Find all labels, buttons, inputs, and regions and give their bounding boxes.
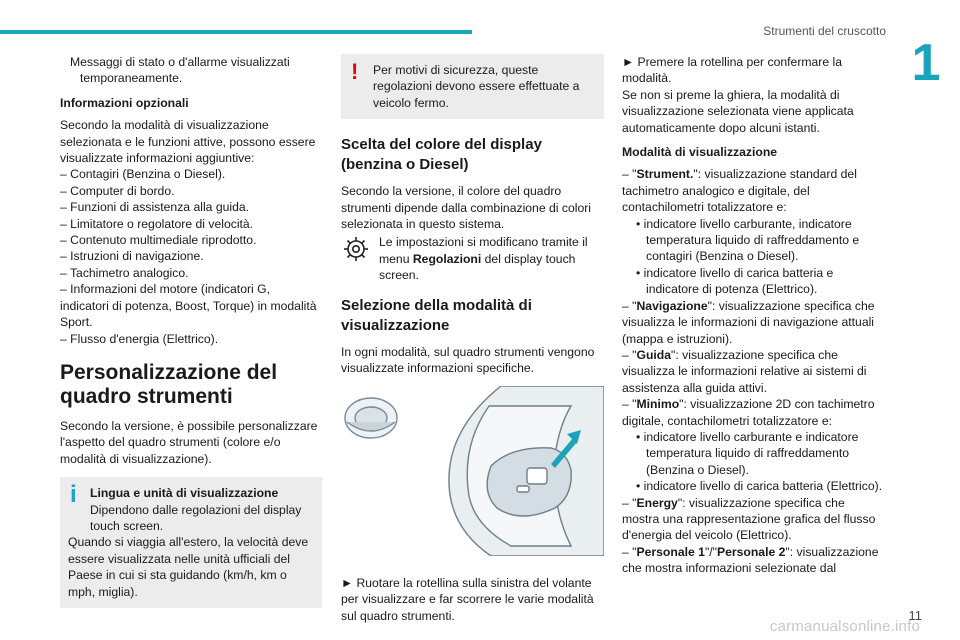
- steering-wheel-inset: [345, 398, 397, 438]
- info-text-2: Quando si viaggia all'estero, la velocità deve essere visualizzata nelle unità ufficiali del Paese in cui si sta guidando (km/h, km o mph, miglia).: [68, 535, 309, 599]
- settings-note-text-pre: Le impostazioni si modificano tramite il menu: [379, 235, 588, 266]
- mode-strument-fuel: • indicatore livello carburante, indicatore temperatura liquido di raffreddamento e contagiri (Benzina o Diesel).: [636, 216, 860, 264]
- warning-icon: !: [351, 59, 359, 84]
- optional-info-intro: Secondo la modalità di visualizzazione selezionata e le funzioni attive, possono essere visualizzate informazioni aggiuntive:: [60, 118, 316, 166]
- info-box: [60, 477, 322, 608]
- instruction-text: ► Ruotare la rotellina sulla sinistra del volante per visualizzare e far scorrere le varie modalità sul quadro strumenti.: [341, 575, 594, 623]
- list-item: – Limitatore o regolatore di velocità.: [60, 216, 254, 231]
- chapter-title: Strumenti del cruscotto: [763, 24, 886, 38]
- settings-note: [341, 234, 604, 283]
- list-item: – Flusso d'energia (Elettrico).: [60, 331, 219, 346]
- bullet-status-messages: Messaggi di stato o d'allarme visualizzati temporaneamente.: [70, 55, 290, 86]
- mode-minimo-battery: • indicatore livello di carica batteria (Elettrico).: [636, 479, 883, 494]
- gear-icon: [341, 234, 371, 264]
- optional-info-heading: Informazioni opzionali: [60, 95, 189, 110]
- color-text: Secondo la versione, il colore del quadro strumenti dipende dalla combinazione di colori selezionata in questo sistema.: [341, 184, 591, 232]
- settings-menu-name: Regolazioni: [412, 251, 482, 266]
- column-2: [341, 54, 604, 630]
- mode-text: In ogni modalità, sul quadro strumenti vengono visualizzate informazioni specifiche.: [341, 344, 595, 376]
- mode-strument: – "Strument.": visualizzazione standard del tachimetro analogico e digitale, del contachilometri totalizzatore e:: [622, 167, 857, 215]
- steering-wheel-spoke: [449, 386, 604, 556]
- mode-heading: Selezione della modalità di visualizzazione: [341, 296, 532, 334]
- list-item: – Contagiri (Benzina o Diesel).: [60, 167, 226, 182]
- header-accent-bar: [0, 30, 472, 34]
- modes-heading: Modalità di visualizzazione: [622, 145, 778, 160]
- mode-navigazione: – "Navigazione": visualizzazione specifica che visualizza le informazioni di navigazione attuali (mappa e istruzioni).: [622, 298, 875, 346]
- info-title: Lingua e unità di visualizzazione: [90, 486, 279, 501]
- info-text-1: Dipendono dalle regolazioni del display touch screen.: [90, 502, 302, 533]
- chapter-number: 1: [911, 34, 941, 92]
- mode-minimo-fuel: • indicatore livello carburante e indicatore temperatura liquido di raffreddamento (Benzina o Diesel).: [636, 429, 859, 477]
- info-icon: i: [70, 481, 77, 509]
- steering-wheel-illustration: [341, 386, 604, 556]
- mode-energy: – "Energy": visualizzazione specifica che mostra una rappresentazione grafica del flusso d'energia del veicolo (Elettrico).: [622, 495, 876, 543]
- confirm-text: ► Premere la rotellina per confermare la modalità.: [622, 55, 843, 86]
- mode-strument-battery: • indicatore livello di carica batteria e indicatore di potenza (Elettrico).: [636, 265, 834, 297]
- section-text: Secondo la versione, è possibile personalizzare l'aspetto del quadro strumenti (colore e/o modalità di visualizzazione).: [60, 418, 318, 466]
- mode-guida: – "Guida": visualizzazione specifica che visualizza le informazioni relative ai sistemi di assistenza alla guida attivi.: [622, 347, 867, 395]
- list-item: – Tachimetro analogico.: [60, 265, 189, 280]
- section-title: Personalizzazione del quadro strumenti: [60, 360, 278, 408]
- list-item: – Contenuto multimediale riprodotto.: [60, 233, 257, 248]
- color-heading: Scelta del colore del display (benzina o Diesel): [341, 136, 542, 174]
- list-item: – Informazioni del motore (indicatori G, indicatori di potenza, Boost, Torque) in modalità Sport.: [60, 282, 317, 330]
- list-item: – Funzioni di assistenza alla guida.: [60, 200, 250, 215]
- watermark: carmanualsonline.info: [769, 618, 920, 635]
- column-1: [60, 54, 322, 618]
- list-item: – Istruzioni di navigazione.: [60, 249, 204, 264]
- column-3: [622, 54, 884, 577]
- page-number: 11: [908, 608, 922, 623]
- mode-personale: – "Personale 1"/"Personale 2": visualizzazione che mostra informazioni selezionate dal: [622, 544, 879, 576]
- list-item: – Computer di bordo.: [60, 183, 175, 198]
- mode-minimo: – "Minimo": visualizzazione 2D con tachimetro digitale, contachilometri totalizzatore e:: [622, 397, 875, 428]
- auto-apply-text: Se non si preme la ghiera, la modalità di visualizzazione selezionata viene applicata automaticamente dopo alcuni istanti.: [622, 87, 854, 135]
- settings-note-text-post: del display touch screen.: [379, 251, 576, 283]
- warning-text: Per motivi di sicurezza, queste regolazioni devono essere effettuate a veicolo fermo.: [373, 63, 580, 110]
- warning-box: [341, 54, 604, 119]
- optional-info-list: [60, 166, 322, 346]
